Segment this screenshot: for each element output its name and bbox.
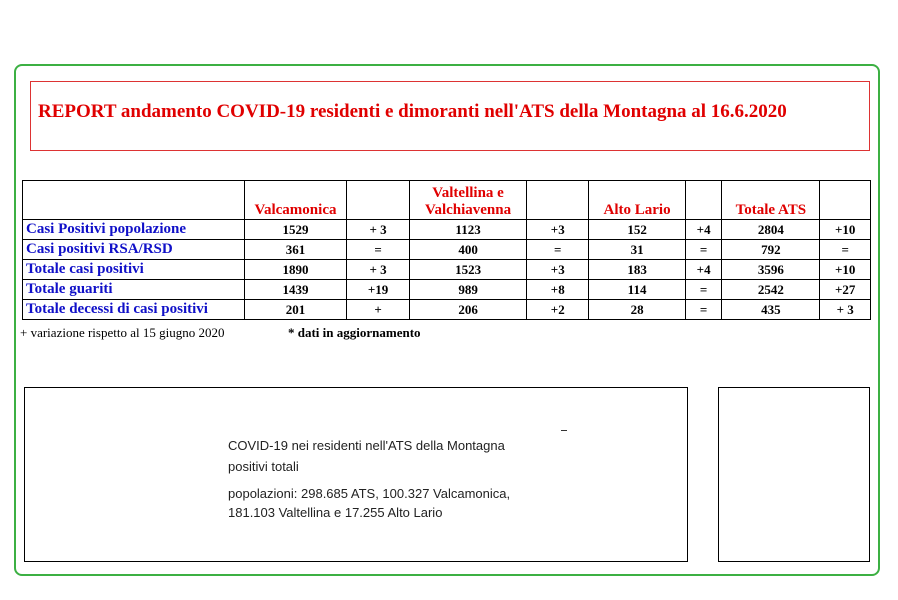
header-alto-lario: Alto Lario [589, 181, 686, 220]
chart-caption-line: COVID-19 nei residenti nell'ATS della Montagna [228, 438, 505, 453]
table-row [23, 240, 871, 260]
side-chart-box [718, 387, 870, 562]
table-header-row [23, 181, 871, 220]
cell: 435 [722, 300, 820, 320]
updating-note: * dati in aggiornamento [288, 325, 421, 340]
cell: +8 [527, 280, 589, 300]
table-row [23, 280, 871, 300]
chart-caption-line: 181.103 Valtellina e 17.255 Alto Lario [228, 505, 443, 520]
report-title: REPORT andamento COVID-19 residenti e dimoranti nell'ATS della Montagna al 16.6.2020 [38, 101, 787, 122]
cell: 152 [589, 220, 686, 240]
cell: +10 [820, 260, 871, 280]
cell: +27 [820, 280, 871, 300]
cell: = [527, 240, 589, 260]
cell: +10 [820, 220, 871, 240]
cell: 2804 [722, 220, 820, 240]
row-label: Casi Positivi popolazione [23, 220, 245, 240]
cell: = [347, 240, 409, 260]
cell: +3 [527, 220, 589, 240]
cell: 1523 [409, 260, 527, 280]
table-row [23, 300, 871, 320]
cell: +4 [685, 260, 721, 280]
cell: = [685, 280, 721, 300]
cell: = [820, 240, 871, 260]
cell: 400 [409, 240, 527, 260]
cell: 201 [244, 300, 347, 320]
header-valcamonica: Valcamonica [244, 181, 347, 220]
cell: 114 [589, 280, 686, 300]
cell: 1123 [409, 220, 527, 240]
cell: 2542 [722, 280, 820, 300]
cell: 361 [244, 240, 347, 260]
cell: 1890 [244, 260, 347, 280]
row-label: Totale guariti [23, 280, 245, 300]
cell: 1439 [244, 280, 347, 300]
cell: 989 [409, 280, 527, 300]
chart-caption-line: popolazioni: 298.685 ATS, 100.327 Valcamonica, [228, 486, 511, 501]
header-totale-ats: Totale ATS [722, 181, 820, 220]
cell: = [685, 240, 721, 260]
cell: +2 [527, 300, 589, 320]
report-table [22, 180, 871, 320]
cell: + 3 [347, 220, 409, 240]
row-label: Totale decessi di casi positivi [23, 300, 245, 320]
row-label: Totale casi positivi [23, 260, 245, 280]
cell: 31 [589, 240, 686, 260]
cell: + [347, 300, 409, 320]
cell: +19 [347, 280, 409, 300]
table-row [23, 220, 871, 240]
cell: 1529 [244, 220, 347, 240]
cell: 183 [589, 260, 686, 280]
variation-note: + variazione rispetto al 15 giugno 2020 [20, 325, 225, 340]
cell: 206 [409, 300, 527, 320]
cell: 3596 [722, 260, 820, 280]
cell: 28 [589, 300, 686, 320]
cell: + 3 [820, 300, 871, 320]
header-empty [23, 181, 245, 220]
table-row [23, 260, 871, 280]
chart-caption-line: positivi totali [228, 459, 299, 474]
row-label: Casi positivi RSA/RSD [23, 240, 245, 260]
cell: = [685, 300, 721, 320]
header-valtellina: Valtellina e Valchiavenna [409, 181, 527, 220]
chart-caption [220, 432, 560, 554]
cell: + 3 [347, 260, 409, 280]
cell: 792 [722, 240, 820, 260]
cell: +3 [527, 260, 589, 280]
tick-mark [561, 430, 567, 431]
cell: +4 [685, 220, 721, 240]
